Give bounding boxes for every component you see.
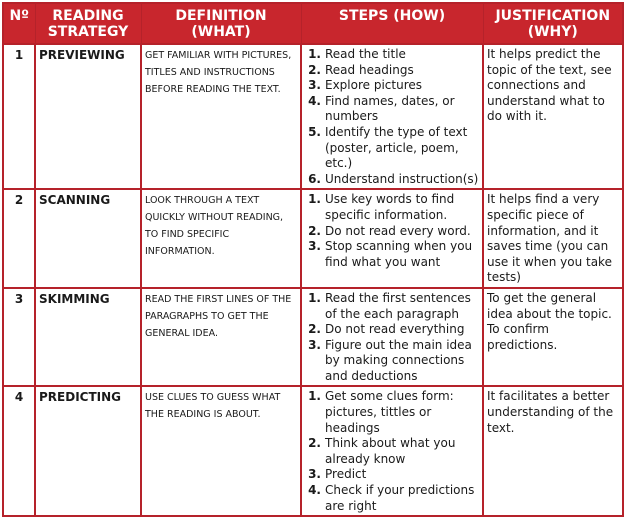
step-item: 4. Check if your predictions are right bbox=[308, 483, 475, 513]
step-item: 1. Get some clues form: pictures, tittles or headings bbox=[308, 389, 454, 435]
strategy-steps bbox=[301, 386, 483, 516]
step-item: 3. Figure out the main idea by making connections and deductions bbox=[308, 337, 472, 383]
step-item: 2. Do not read every word. bbox=[308, 223, 471, 238]
step-item: 1. Read the first sentences of the each paragraph bbox=[308, 290, 471, 321]
table-row bbox=[3, 386, 623, 516]
step-item: 2. Think about what you already know bbox=[308, 436, 456, 466]
strategy-justification: It helps predict the topic of the text, see connections and understand what to do with it. bbox=[483, 44, 623, 189]
step-item: 1. Use key words to find specific information. bbox=[308, 192, 455, 222]
row-number: 4 bbox=[3, 386, 35, 516]
strategy-steps bbox=[301, 288, 483, 387]
table-row bbox=[3, 288, 623, 387]
strategy-name: PREVIEWING bbox=[35, 44, 141, 189]
step-item: 6. Understand instruction(s) bbox=[308, 171, 479, 186]
strategy-definition: LOOK THROUGH A TEXT QUICKLY WITHOUT READING, TO FIND SPECIFIC INFORMATION. bbox=[141, 189, 301, 288]
step-item: 4. Find names, dates, or numbers bbox=[308, 93, 455, 124]
strategy-definition: GET FAMILIAR WITH PICTURES, TITLES AND INSTRUCTIONS BEFORE READING THE TEXT. bbox=[141, 44, 301, 189]
table-header-row bbox=[3, 3, 623, 44]
step-item: 3. Predict bbox=[308, 467, 367, 482]
strategy-justification: It helps find a very specific piece of information, and it saves time (you can use it when you take tests) bbox=[483, 189, 623, 288]
header-strategy: READING STRATEGY bbox=[35, 3, 141, 44]
reading-strategies-table bbox=[2, 2, 624, 517]
strategy-justification: To get the general idea about the topic. To confirm predictions. bbox=[483, 288, 623, 387]
step-item: 2. Read headings bbox=[308, 62, 414, 77]
strategy-steps bbox=[301, 44, 483, 189]
table-row bbox=[3, 44, 623, 189]
header-definition: DEFINITION (WHAT) bbox=[141, 3, 301, 44]
strategy-definition: READ THE FIRST LINES OF THE PARAGRAPHS TO GET THE GENERAL IDEA. bbox=[141, 288, 301, 387]
reading-strategies-document bbox=[2, 2, 622, 513]
table-row bbox=[3, 189, 623, 288]
header-number: Nº bbox=[3, 3, 35, 44]
strategy-definition: USE CLUES TO GUESS WHAT THE READING IS ABOUT. bbox=[141, 386, 301, 516]
strategy-name: SKIMMING bbox=[35, 288, 141, 387]
step-item: 3. Stop scanning when you find what you want bbox=[308, 239, 473, 269]
row-number: 2 bbox=[3, 189, 35, 288]
row-number: 1 bbox=[3, 44, 35, 189]
step-item: 5. Identify the type of text (poster, article, poem, etc.) bbox=[308, 124, 468, 171]
step-item: 2. Do not read everything bbox=[308, 322, 465, 337]
step-item: 3. Explore pictures bbox=[308, 78, 423, 93]
strategy-justification: It facilitates a better understanding of the text. bbox=[483, 386, 623, 516]
strategy-name: SCANNING bbox=[35, 189, 141, 288]
header-steps: STEPS (HOW) bbox=[301, 3, 483, 44]
strategy-steps bbox=[301, 189, 483, 288]
step-item: 1. Read the title bbox=[308, 47, 406, 61]
row-number: 3 bbox=[3, 288, 35, 387]
strategy-name: PREDICTING bbox=[35, 386, 141, 516]
header-justification: JUSTIFICATION (WHY) bbox=[483, 3, 623, 44]
